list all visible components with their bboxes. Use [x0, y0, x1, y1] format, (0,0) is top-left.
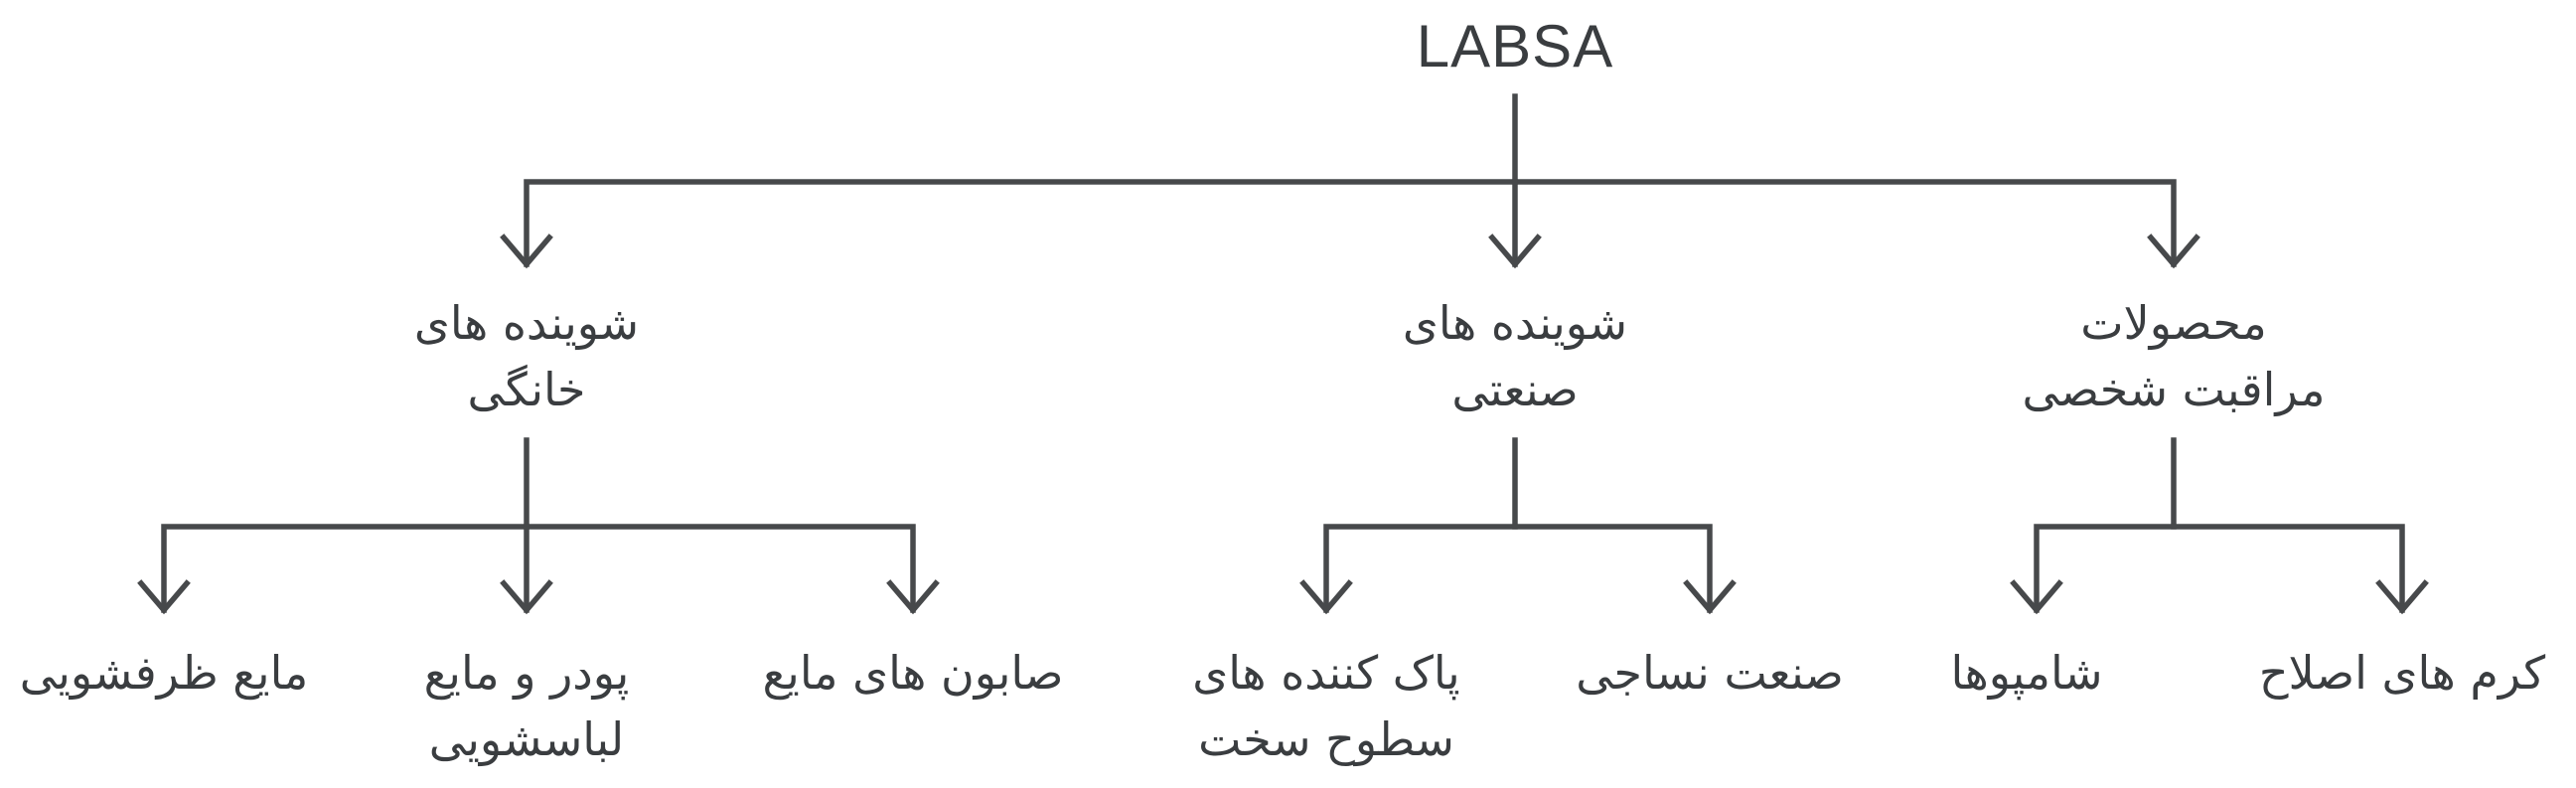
node-label-line: صنعت نساجی [1576, 646, 1844, 700]
node-label-line: خانگی [467, 363, 586, 416]
industrial-branch-connector [1303, 440, 1733, 610]
root-connector [504, 96, 2197, 264]
personal-care-branch-connector [2014, 440, 2425, 610]
branch-horizontal-line [2037, 527, 2402, 610]
node-label-line: شامپوها [1950, 646, 2103, 700]
node-industrial-detergents [1403, 290, 1627, 423]
node-liquid-soaps [763, 640, 1064, 707]
node-shampoos [1950, 640, 2102, 707]
node-label-line: مایع ظرفشویی [19, 646, 309, 700]
node-laundry-powder-and-liquid [424, 640, 630, 773]
node-label-line: مراقبت شخصی [2022, 363, 2326, 416]
node-label-line: شوینده های [1402, 296, 1628, 350]
node-label-line: محصولات [2080, 296, 2267, 350]
node-label-line: صابون های مایع [762, 646, 1064, 700]
node-textile-industry [1576, 640, 1844, 707]
node-household-detergents [414, 290, 639, 423]
root-horizontal-line [527, 182, 2174, 264]
node-label-line: پودر و مایع [423, 646, 630, 700]
node-label-line: شوینده های [413, 296, 640, 350]
node-shaving-creams [2259, 640, 2545, 707]
node-label-line: صنعتی [1451, 363, 1579, 416]
node-hard-surface-cleaners [1192, 640, 1459, 773]
node-root-labsa: LABSA [1416, 13, 1614, 79]
branch-horizontal-line [1326, 527, 1710, 610]
node-dishwashing-liquid [20, 640, 309, 707]
household-branch-connector [141, 440, 936, 610]
node-label-line: سطوح سخت [1198, 712, 1454, 766]
node-label-line: پاک کننده های [1192, 646, 1460, 700]
node-personal-care-products [2023, 290, 2326, 423]
node-label-line: کرم های اصلاح [2258, 646, 2546, 700]
node-label-line: لباسشویی [428, 712, 625, 766]
